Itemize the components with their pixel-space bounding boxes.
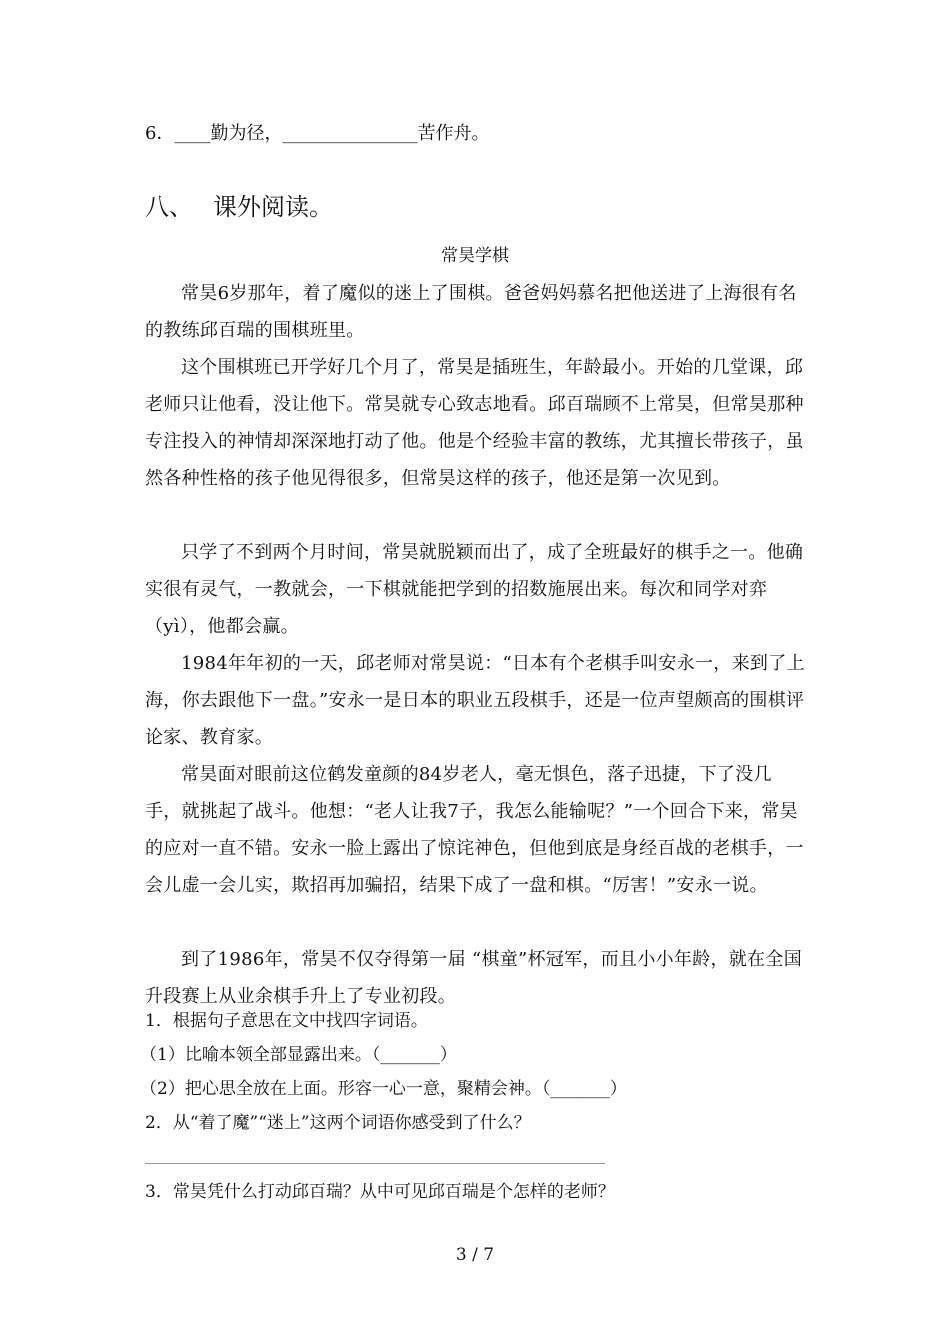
question-6-number: 6． [145,123,175,144]
article-paragraph: 1984年年初的一天，邱老师对常昊说：“日本有个老棋手叫安永一，来到了上海，你去跟他下一盘。”安永一是日本的职业五段棋手，还是一位声望颇高的围棋评论家、教育家。 [145,653,805,748]
question-6 [145,122,489,146]
question-1-1: （1）比喻本领全部显露出来。（_______） [140,1045,457,1065]
answer-line [145,1163,605,1164]
section-title: 课外阅读。 [213,193,333,221]
article-paragraph: 到了1986年，常昊不仅夺得第一届 “棋童”杯冠军，而且小小年龄，就在全国升段赛上从业余棋手升上了专业初段。 [145,949,803,1007]
question-6-text-mid: 勤为径， [210,123,283,144]
question-1: 1．根据句子意思在文中找四字词语。 [145,1011,428,1031]
section-heading [145,192,333,222]
article-paragraph: 常昊面对眼前这位鹤发童颜的84岁老人，毫无惧色，落子迅捷，下了没几手，就挑起了战斗。他想：“老人让我7子，我怎么能输呢？”一个回合下来，常昊的应对一直不错。安永一脸上露出了惊诧神色，但他到底是身经百战的老棋手，一会儿虚一会儿实，欺招再加骗招，结果下成了一盘和棋。“厉害！”安永一说。 [145,764,804,896]
article-paragraph: 这个围棋班已开学好几个月了，常昊是插班生，年龄最小。开始的几堂课，邱老师只让他看，没让他下。常昊就专心致志地看。邱百瑞顾不上常昊，但常昊那种专注投入的神情却深深地打动了他。他是个经验丰富的教练，尤其擅长带孩子，虽然各种性格的孩子他见得很多，但常昊这样的孩子，他还是第一次见到。 [145,357,804,489]
answer-blank: ____ [174,123,211,144]
page-number: 3 / 7 [455,1245,495,1265]
article-paragraph: 只学了不到两个月时间，常昊就脱颖而出了，成了全班最好的棋手之一。他确实很有灵气，一教就会，一下棋就能把学到的招数施展出来。每次和同学对弈（yì），他都会赢。 [145,542,804,637]
question-1-2: （2）把心思全放在上面。形容一心一意，聚精会神。（_______） [140,1079,627,1099]
question-3: 3．常昊凭什么打动邱百瑞？从中可见邱百瑞是个怎样的老师？ [145,1182,615,1202]
answer-blank: _______________ [282,123,418,144]
article-paragraph: 常昊6岁那年，着了魔似的迷上了围棋。爸爸妈妈慕名把他送进了上海很有名的教练邱百瑞的围棋班里。 [145,283,797,341]
article-title: 常昊学棋 [441,246,509,266]
question-2: 2．从“着了魔”“迷上”这两个词语你感受到了什么？ [145,1113,531,1133]
section-number: 八、 [145,193,193,221]
question-6-text-end: 苦作舟。 [417,123,490,144]
